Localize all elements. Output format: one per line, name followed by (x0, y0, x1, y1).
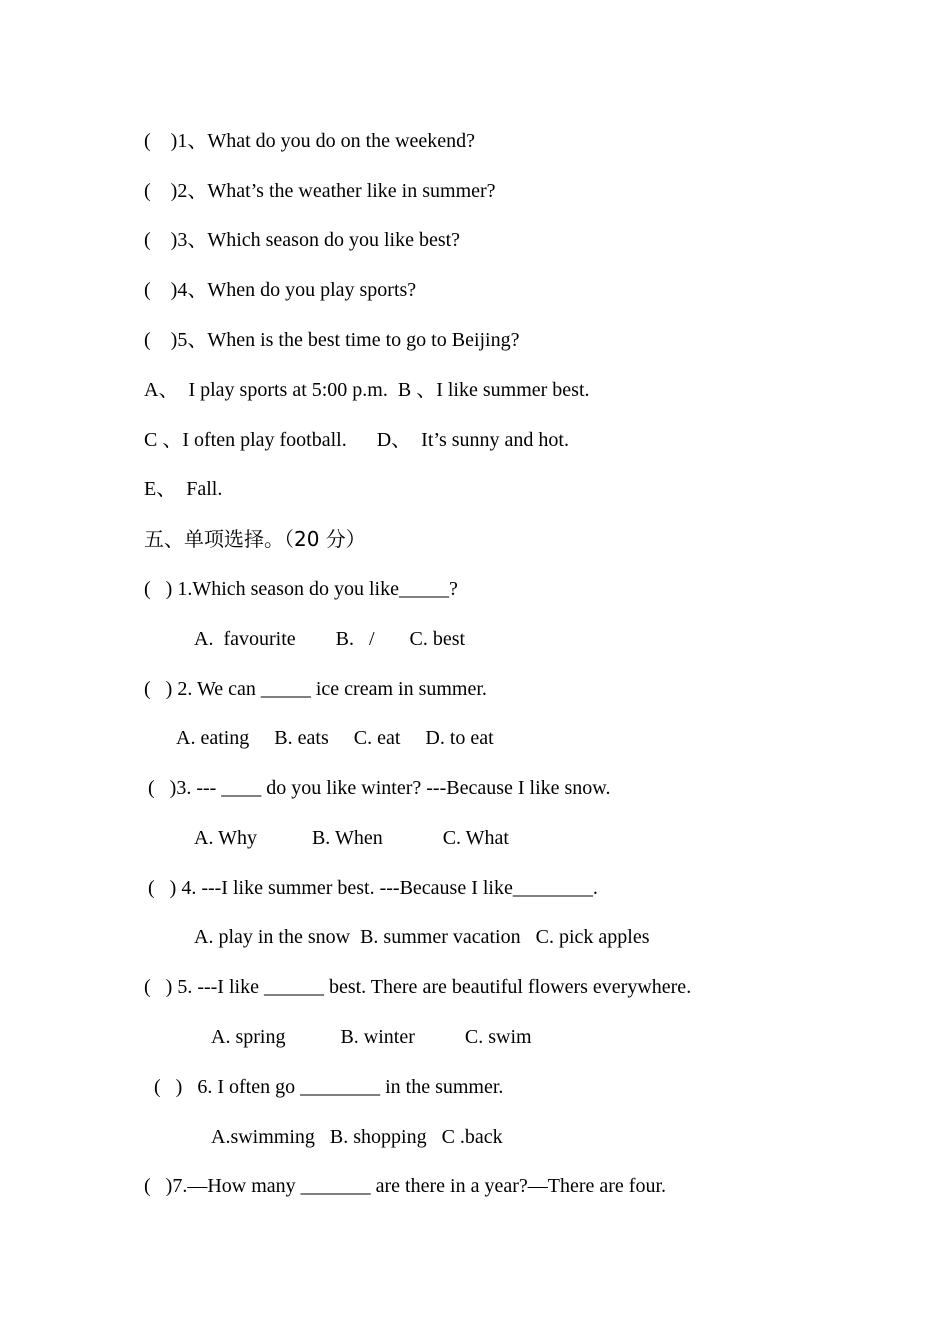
matching-question: ( )5、When is the best time to go to Beijing? (144, 329, 520, 351)
answer-choices: A.swimming B. shopping C .back (211, 1126, 503, 1148)
question-text: ( ) 2. We can _____ ice cream in summer. (144, 678, 487, 700)
matching-option: A、 I play sports at 5:00 p.m. B 、I like summer best. (144, 379, 590, 401)
answer-choices: A. play in the snow B. summer vacation C. pick apples (194, 926, 650, 948)
matching-question: ( )1、What do you do on the weekend? (144, 130, 476, 152)
matching-question: ( )2、What’s the weather like in summer? (144, 180, 496, 202)
matching-question: ( )4、When do you play sports? (144, 279, 417, 301)
answer-choices: A. favourite B. / C. best (194, 628, 466, 650)
question-text: ( )7.—How many _______ are there in a year?—There are four. (144, 1175, 667, 1197)
matching-option: E、 Fall. (144, 478, 223, 500)
matching-option: C 、I often play football. D、 It’s sunny and hot. (144, 429, 569, 451)
answer-choices: A. Why B. When C. What (194, 827, 509, 849)
question-text: ( ) 6. I often go ________ in the summer. (154, 1076, 504, 1098)
question-text: ( ) 1.Which season do you like_____? (144, 578, 458, 600)
question-text: ( )3. --- ____ do you like winter? ---Because I like snow. (148, 777, 611, 799)
answer-choices: A. eating B. eats C. eat D. to eat (176, 727, 494, 749)
question-text: ( ) 4. ---I like summer best. ---Because I like________. (148, 877, 598, 899)
question-text: ( ) 5. ---I like ______ best. There are beautiful flowers everywhere. (144, 976, 692, 998)
answer-choices: A. spring B. winter C. swim (211, 1026, 532, 1048)
section-heading: 五、单项选择。（20 分） (144, 527, 366, 551)
matching-question: ( )3、Which season do you like best? (144, 229, 461, 251)
